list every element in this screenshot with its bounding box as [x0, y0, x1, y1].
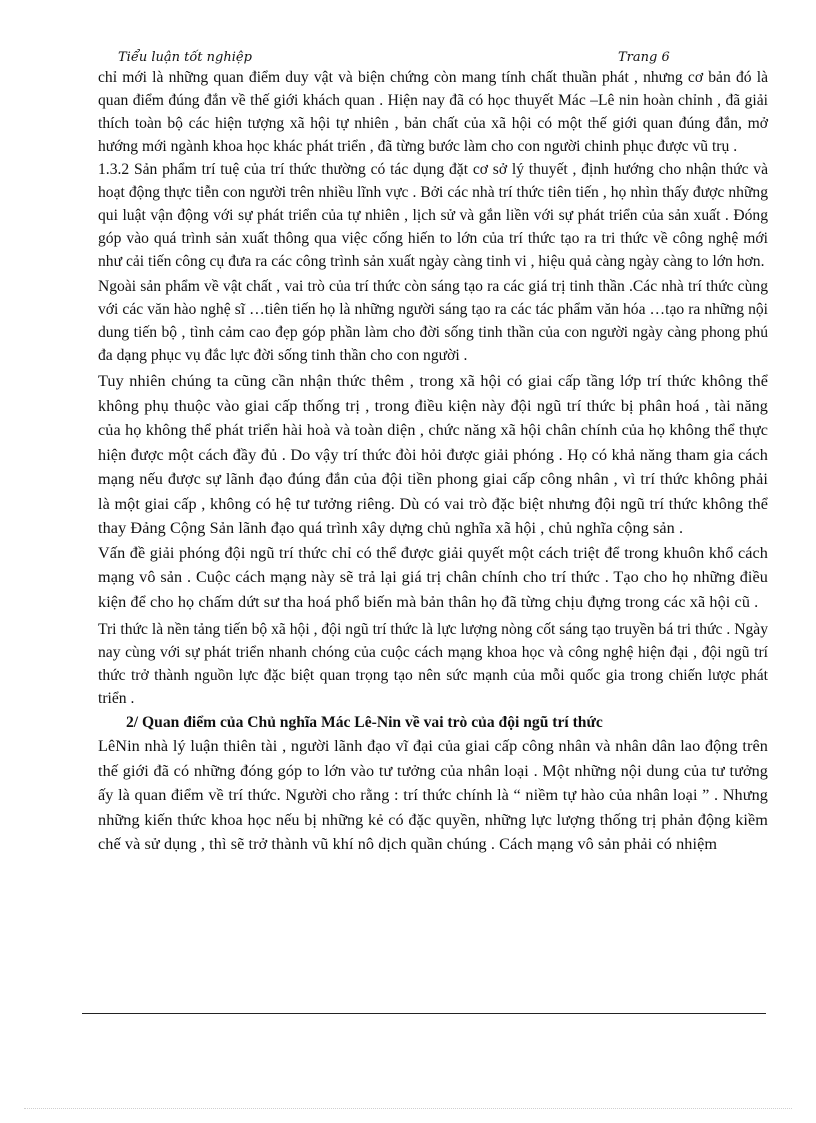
paragraph: Vấn đề giải phóng đội ngũ trí thức chỉ có thể được giải quyết một cách triệt để trong khuôn khổ cách mạng vô sản . Cuộc cách mạng này sẽ trả lại giá trị chân chính cho trí thức . Tạo cho họ những điều kiện để cho họ chấm dứt sư tha hoá phổ biến mà bản thân họ đã từng chịu đựng trong các xã hội cũ . — [98, 543, 768, 611]
paragraph: LêNin nhà lý luận thiên tài , người lãnh đạo vĩ đại của giai cấp công nhân và nhân dân lao động trên thế giới đã có những đóng góp to lớn vào tư tưởng của nhân loại . Một những nội dung của tư tưởng ấy là quan điểm về trí thức. Người cho rằng : trí thức chính là “ niềm tự hào của nhân loại ” . Nhưng những kiến thức khoa học nếu bị những kẻ có đặc quyền, những lực lượng thống trị phản động kiềm chế và sử dụng , thì sẽ trở thành vũ khí nô dịch quần chúng . Cách mạng vô sản phải có nhiệm — [98, 737, 768, 853]
paragraph: Tuy nhiên chúng ta cũng cần nhận thức thêm , trong xã hội có giai cấp tầng lớp trí thức không thể không phụ thuộc vào giai cấp thống trị , trong điều kiện này đội ngũ trí thức bị phân hoá , tài năng của họ không thể phát triển hài hoà và toàn diện , chức năng xã hội chân chính của họ không thể thực hiện được một cách đầy đủ . Do vậy trí thức đòi hỏi được giải phóng . Họ có khả năng tham gia cách mạng nếu được sự lãnh đạo đúng đắn của đội tiền phong giai cấp công nhân , vì trí thức không phải là một giai cấp , không có hệ tư tưởng riêng. Dù có vai trò đặc biệt nhưng đội ngũ trí thức không thể thay Đảng Cộng Sản lãnh đạo quá trình xây dựng chủ nghĩa xã hội , chủ nghĩa cộng sản . — [98, 372, 768, 537]
paragraph: 1.3.2 Sản phẩm trí tuệ của trí thức thường có tác dụng đặt cơ sở lý thuyết , định hướng cho nhận thức và hoạt động thực tiễn con người trên nhiều lĩnh vực . Bởi các nhà trí thức tiên tiến , họ nhìn thấy được những qui luật vận động với sự phát triển của tự nhiên , lịch sử và gắn liền với sự phát triển của sản xuất . Đóng góp vào quá trình sản xuất thông qua việc cống hiến to lớn của trí thức tạo ra tri thức về công nghệ mới như cải tiến công cụ đưa ra các công trình sản xuất ngày càng tinh vi , hiệu quả càng ngày càng to lớn hơn. — [98, 161, 768, 270]
header-page-number: Trang 6 — [618, 50, 670, 65]
paragraph: Ngoài sản phẩm về vật chất , vai trò của trí thức còn sáng tạo ra các giá trị tinh thần .Các nhà trí thức cùng với các văn hào nghệ sĩ …tiên tiến họ là những người sáng tạo ra các tác phẩm văn hóa …tạo ra những nội dung tiến bộ , tình cảm cao đẹp góp phần làm cho đời sống tinh thần của con người ngày càng phong phú đa dạng phục vụ đắc lực đời sống tinh thần cho con người . — [98, 278, 768, 364]
section-heading: 2/ Quan điểm của Chủ nghĩa Mác Lê-Nin về vai trò của đội ngũ trí thức — [126, 714, 603, 731]
document-body — [98, 66, 768, 857]
paragraph: chỉ mới là những quan điểm duy vật và biện chứng còn mang tính chất thuần phát , nhưng cơ bản đó là quan điểm đúng đắn về thế giới khách quan . Hiện nay đã có học thuyết Mác –Lê nin hoàn chỉnh , đã giải thích toàn bộ các hiện tượng xã hội tự nhiên , bản chất của xã hội có một thế giới quan đúng đắn, mở hướng mới ngành khoa học khác phát triển , đã từng bước làm cho con người chinh phục được vũ trụ . — [98, 69, 768, 155]
paragraph: Tri thức là nền tảng tiến bộ xã hội , đội ngũ trí thức là lực lượng nòng cốt sáng tạo truyền bá tri thức . Ngày nay cùng với sự phát triển nhanh chóng của cuộc cách mạng khoa học và công nghệ hiện đại , đội ngũ trí thức trở thành nguồn lực đặc biệt quan trọng tạo nên sức mạnh của mỗi quốc gia trong chiến lược phát triển . — [98, 621, 768, 707]
footer-rule — [82, 1013, 766, 1014]
header-title: Tiểu luận tốt nghiệp — [118, 50, 252, 65]
page-bottom-border — [24, 1108, 792, 1109]
